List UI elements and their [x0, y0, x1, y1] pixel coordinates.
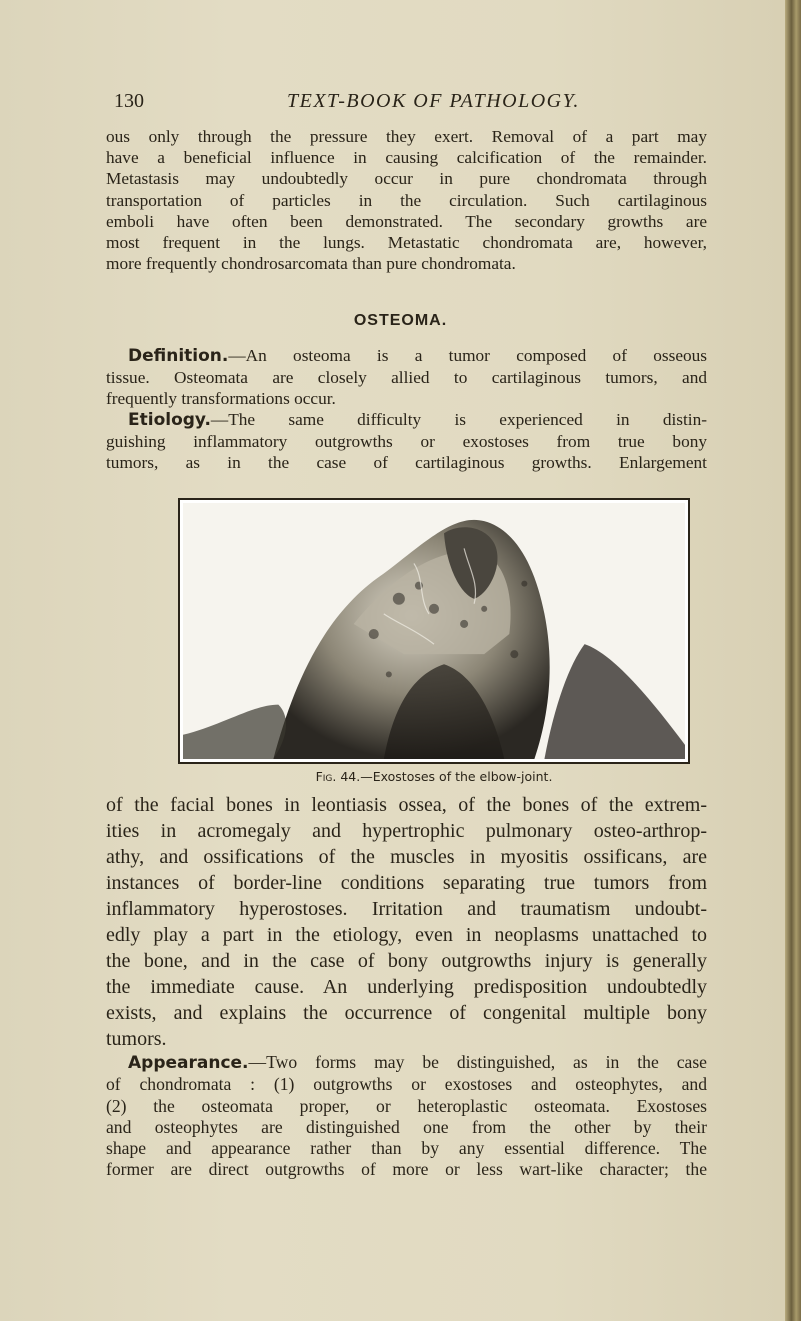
text-line [106, 409, 707, 431]
text-line: instances of border-line conditions separating true tumors from [106, 872, 707, 894]
appearance-heading: Appearance. [128, 1053, 249, 1073]
text-run: —The same difficulty is experienced in distin- [210, 410, 707, 429]
etiology-heading: Etiology. [128, 410, 211, 430]
definition-heading: Definition. [128, 346, 229, 366]
figure-caption [0, 769, 801, 784]
text-line: the immediate cause. An underlying predisposition undoubtedly [106, 976, 707, 998]
text-line: athy, and ossifications of the muscles in myositis ossificans, are [106, 846, 707, 868]
text-line: tissue. Osteomata are closely allied to cartilaginous tumors, and [106, 368, 707, 388]
page-header [114, 90, 714, 114]
text-run: —An osteoma is a tumor composed of osseous [228, 346, 707, 365]
page-number: 130 [114, 90, 144, 112]
text-line: edly play a part in the etiology, even in neoplasms unattached to [106, 924, 707, 946]
text-line: (2) the osteomata proper, or heteroplastic osteomata. Exostoses [106, 1095, 707, 1116]
text-line: the bone, and in the case of bony outgrowths injury is generally [106, 950, 707, 972]
text-line [106, 345, 707, 367]
figure-elbow-exostoses [178, 498, 690, 764]
text-line: Metastasis may undoubtedly occur in pure chondromata through [106, 169, 707, 189]
text-line: shape and appearance rather than by any essential difference. The [106, 1138, 707, 1159]
text-line: guishing inflammatory outgrowths or exostoses from true bony [106, 432, 707, 452]
text-line: tumors, as in the case of cartilaginous growths. Enlargement [106, 453, 707, 473]
running-head: TEXT-BOOK OF PATHOLOGY. [287, 90, 580, 112]
paragraph-etiology [106, 409, 707, 474]
caption-text: —Exostoses of the elbow-joint. [360, 769, 553, 784]
text-line: and osteophytes are distinguished one from the other by their [106, 1116, 707, 1137]
text-line: inflammatory hyperostoses. Irritation and traumatism undoubt- [106, 898, 707, 920]
text-line: of the facial bones in leontiasis ossea, of the bones of the extrem- [106, 794, 707, 816]
text-line: of chondromata : (1) outgrowths or exostoses and osteophytes, and [106, 1074, 707, 1095]
text-line: ities in acromegaly and hypertrophic pulmonary osteo-arthrop- [106, 820, 707, 842]
text-run: —Two forms may be distinguished, as in the case [248, 1052, 707, 1072]
paragraph-definition [106, 345, 707, 410]
page-edge [785, 0, 801, 1321]
text-line: tumors. [106, 1028, 167, 1050]
paragraph-chondromata [106, 126, 707, 274]
text-line: frequently transformations occur. [106, 389, 336, 409]
figure-label: Fig. 44. [315, 769, 361, 784]
text-line [106, 1052, 707, 1074]
text-line: have a beneficial influence in causing calcification of the remainder. [106, 148, 707, 168]
text-line: exists, and explains the occurrence of congenital multiple bony [106, 1002, 707, 1024]
section-title: OSTEOMA. [353, 312, 448, 329]
text-line: most frequent in the lungs. Metastatic chondromata are, however, [106, 233, 707, 253]
text-line: former are direct outgrowths of more or less wart-like character; the [106, 1159, 707, 1180]
text-line: more frequently chondrosarcomata than pure chondromata. [106, 254, 516, 274]
paragraph-appearance [106, 1052, 707, 1181]
text-line: transportation of particles in the circulation. Such cartilaginous [106, 190, 707, 210]
text-line: emboli have often been demonstrated. The secondary growths are [106, 211, 707, 231]
paragraph-etiology-continued [106, 792, 707, 1052]
figure-illustration [183, 503, 685, 759]
text-line: ous only through the pressure they exert. Removal of a part may [106, 127, 707, 146]
